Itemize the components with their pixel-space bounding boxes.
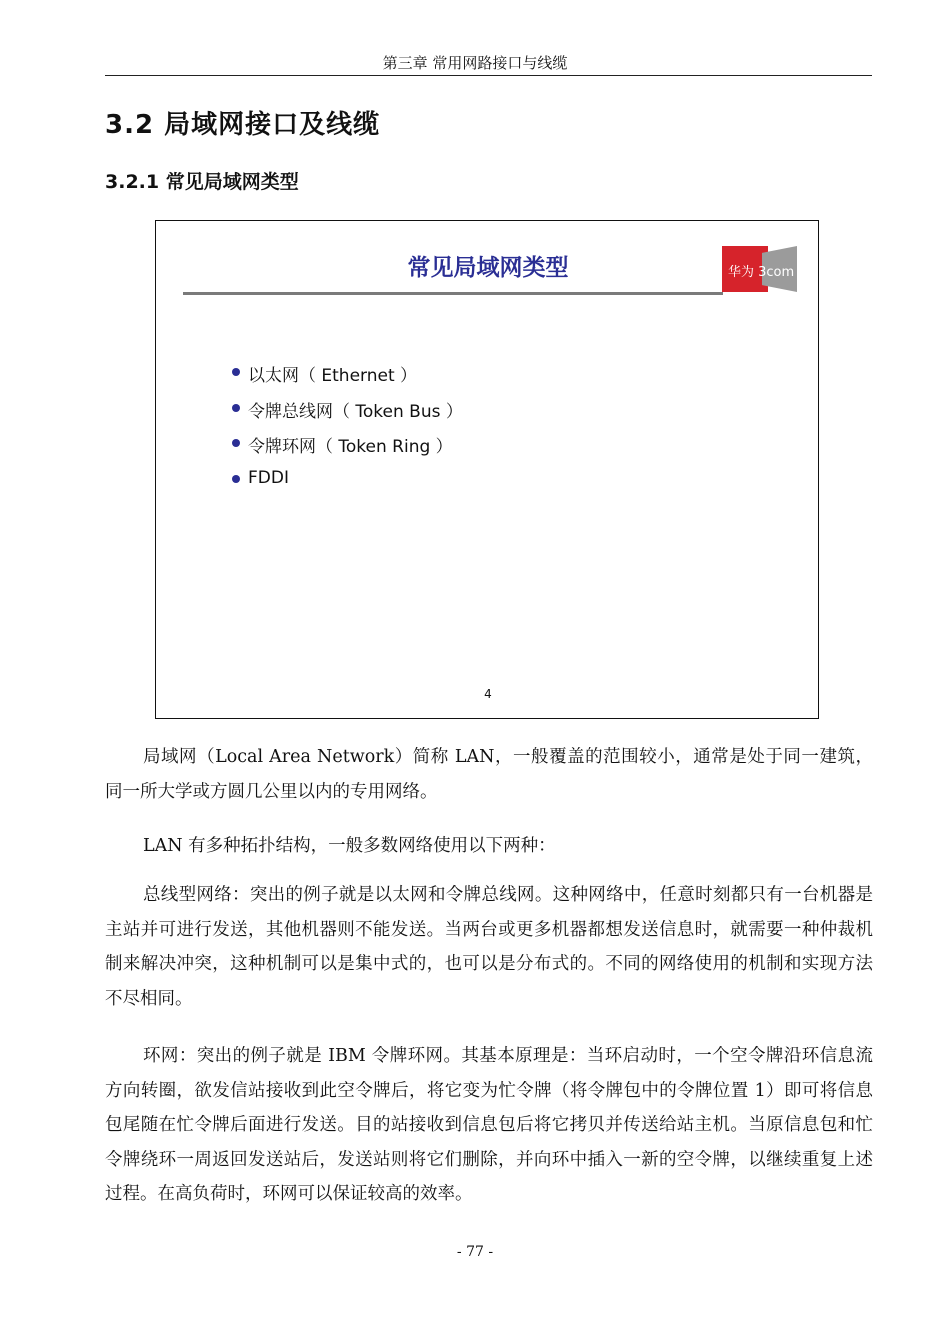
list-item — [232, 432, 463, 468]
slide-figure — [155, 220, 819, 719]
bullet-dot-icon — [232, 404, 240, 412]
huawei-3com-logo — [722, 246, 797, 292]
slide-bullet-list — [232, 361, 463, 503]
list-item — [232, 361, 463, 397]
running-header: 第三章 常用网路接口与线缆 — [382, 54, 568, 72]
slide-title: 常见局域网类型 — [407, 255, 569, 281]
bullet-text: 令牌总线网（ Token Bus ） — [248, 401, 463, 422]
slide-page-number: 4 — [484, 687, 492, 701]
bullet-text: 令牌环网（ Token Ring ） — [248, 437, 453, 457]
bullet-text: FDDI — [248, 467, 289, 488]
paragraph-ring-network: 环网：突出的例子就是 IBM 令牌环网。其基本原理是：当环启动时，一个空令牌沿环信息流方向转圈，欲发信站接收到此空令牌后，将它变为忙令牌（将令牌包中的令牌位置 1）即可将信息包尾随在忙令牌后面进行发送。目的站接收到信息包后将它拷贝并传送给站主机。当原信息包和忙令牌绕环一周返回发送站后，发送站则将它们删除，并向环中插入一新的空令牌，以继续重复上述过程。在高负荷时，环网可以保证较高的效率。 — [105, 1046, 873, 1204]
subsection-heading: 3.2.1 常见局域网类型 — [105, 171, 299, 193]
slide-title-rule — [183, 292, 723, 295]
bullet-dot-icon — [232, 368, 240, 376]
paragraph-lan-definition: 局域网（Local Area Network）简称 LAN，一般覆盖的范围较小，通常是处于同一建筑，同一所大学或方圆几公里以内的专用网络。 — [105, 747, 873, 802]
paragraph-bus-network: 总线型网络：突出的例子就是以太网和令牌总线网。这种网络中，任意时刻都只有一台机器是主站并可进行发送，其他机器则不能发送。当两台或更多机器都想发送信息时，就需要一种仲裁机制来解决冲突，这种机制可以是集中式的，也可以是分布式的。不同的网络使用的机制和实现方法不尽相同。 — [105, 885, 873, 1009]
section-heading: 3.2 局域网接口及线缆 — [105, 110, 381, 140]
bullet-text: 以太网（ Ethernet ） — [248, 366, 418, 386]
header-rule — [105, 75, 872, 76]
paragraph-lan-topologies: LAN 有多种拓扑结构，一般多数网络使用以下两种： — [143, 836, 556, 856]
logo-text: 华为 3com — [728, 265, 795, 280]
bullet-dot-icon — [232, 475, 240, 483]
list-item — [232, 468, 463, 504]
page-footer: - 77 - — [456, 1244, 494, 1260]
list-item — [232, 397, 463, 433]
bullet-dot-icon — [232, 439, 240, 447]
